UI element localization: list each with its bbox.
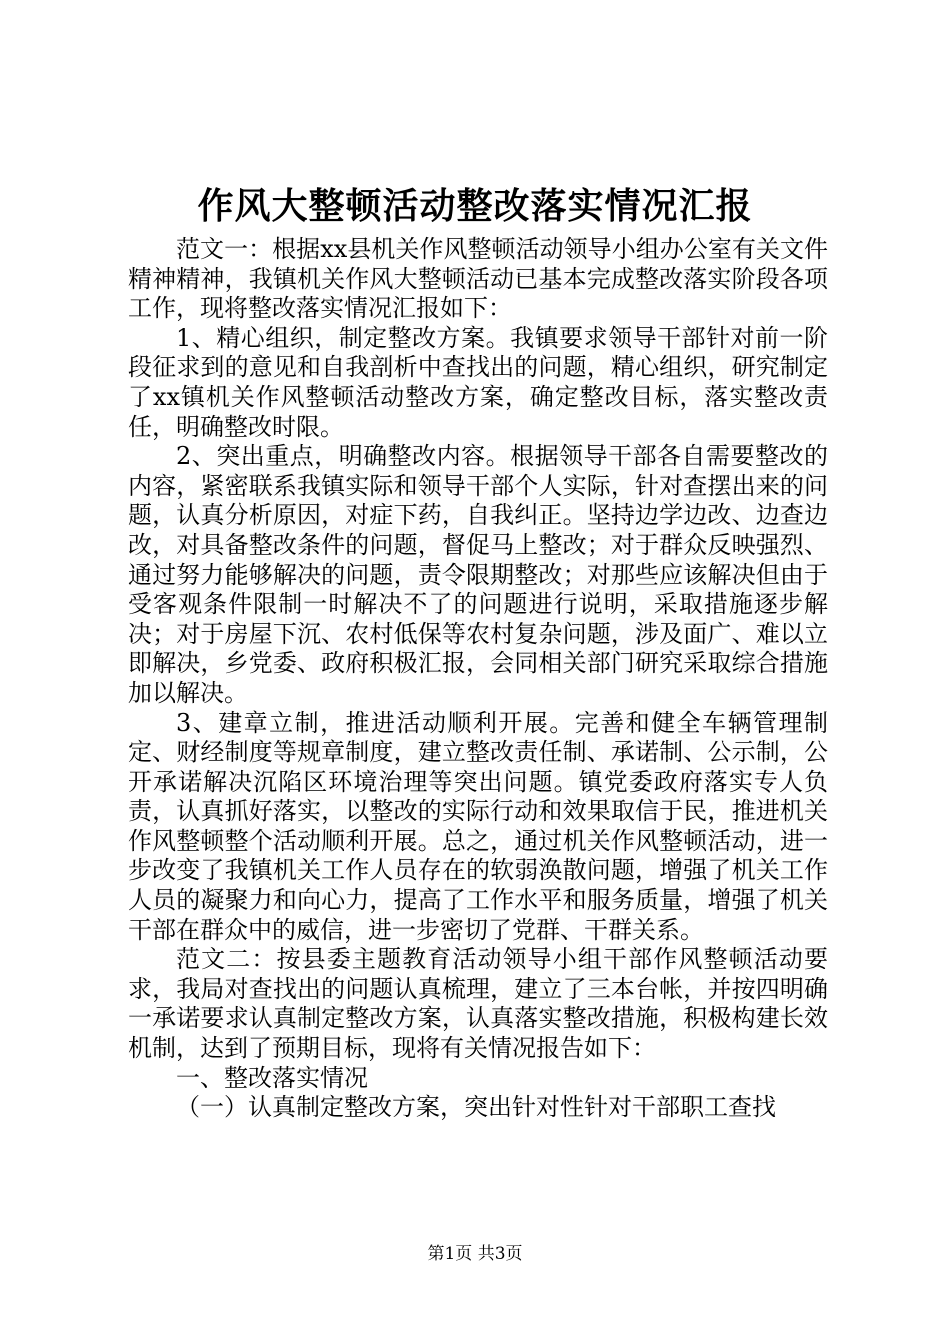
paragraph-item-2: 2、突出重点，明确整改内容。根据领导干部各自需要整改的内容，紧密联系我镇实际和领导干部个人实际，针对查摆出来的问题，认真分析原因，对症下药，自我纠正。坚持边学边改、边查边改，对具备整改条件的问题，督促马上整改；对于群众反映强烈、通过努力能够解决的问题，责令限期整改；对那些应该解决但由于受客观条件限制一时解决不了的问题进行说明，采取措施逐步解决；对于房屋下沉、农村低保等农村复杂问题，涉及面广、难以立即解决，乡党委、政府积极汇报，会同相关部门研究采取综合措施加以解决。: [128, 442, 828, 707]
subsection-heading-one: （一）认真制定整改方案，突出针对性针对干部职工查找: [176, 1093, 776, 1122]
paragraph-intro-sample-two: 范文二：按县委主题教育活动领导小组干部作风整顿活动要求，我局对查找出的问题认真梳理，建立了三本台帐，并按四明确一承诺要求认真制定整改方案，认真落实整改措施，积极构建长效机制，达到了预期目标，现将有关情况报告如下：: [128, 945, 828, 1063]
document-title: 作风大整顿活动整改落实情况汇报: [197, 185, 753, 227]
section-heading-one: 一、整改落实情况: [176, 1063, 368, 1092]
paragraph-intro-sample-one: 范文一：根据xx县机关作风整顿活动领导小组办公室有关文件精神精神，我镇机关作风大整顿活动已基本完成整改落实阶段各项工作，现将整改落实情况汇报如下：: [128, 235, 828, 323]
document-body: [128, 235, 828, 1123]
paragraph-item-1: 1、精心组织，制定整改方案。我镇要求领导干部针对前一阶段征求到的意见和自我剖析中查找出的问题，精心组织，研究制定了xx镇机关作风整顿活动整改方案，确定整改目标，落实整改责任，明确整改时限。: [128, 323, 828, 441]
page-number-footer: 第1页 共3页: [427, 1244, 523, 1264]
paragraph-item-3: 3、建章立制，推进活动顺利开展。完善和健全车辆管理制定、财经制度等规章制度，建立整改责任制、承诺制、公示制，公开承诺解决沉陷区环境治理等突出问题。镇党委政府落实专人负责，认真抓好落实，以整改的实际行动和效果取信于民，推进机关作风整顿整个活动顺利开展。总之，通过机关作风整顿活动，进一步改变了我镇机关工作人员存在的软弱涣散问题，增强了机关工作人员的凝聚力和向心力，提高了工作水平和服务质量，增强了机关干部在群众中的威信，进一步密切了党群、干群关系。: [128, 708, 828, 944]
